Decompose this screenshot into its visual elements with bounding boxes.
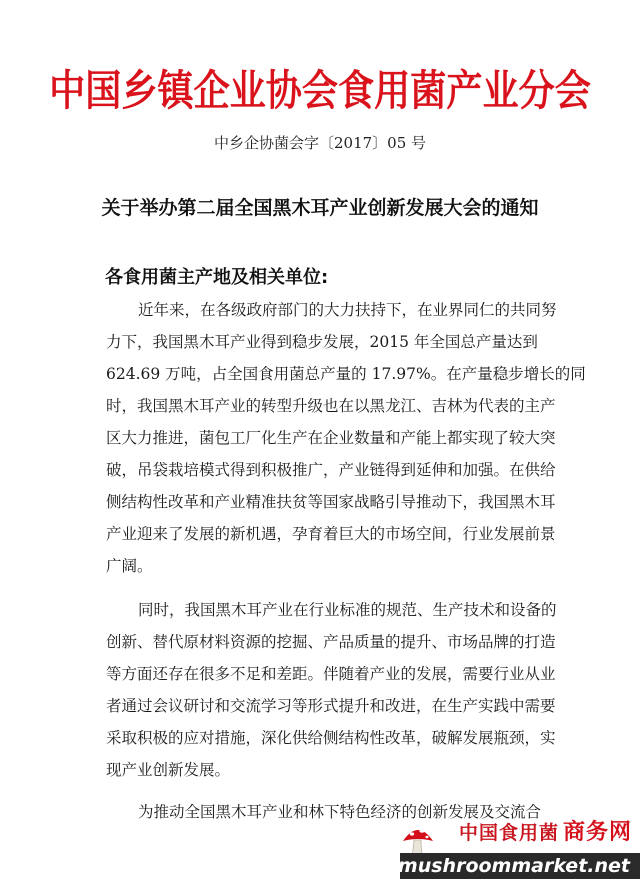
watermark-cn-text: 中国食用菌 商务网: [458, 820, 632, 845]
body-line: 力下，我国黑木耳产业得到稳步发展，2015 年全国总产量达到: [106, 333, 538, 351]
body-line: 为推动全国黑木耳产业和林下特色经济的创新发展及交流合: [138, 803, 542, 821]
body-line: 现产业创新发展。: [106, 761, 231, 779]
body-line: 时，我国黑木耳产业的转型升级也在以黑龙江、吉林为代表的主产: [106, 397, 556, 415]
body-line: 624.69 万吨，占全国食用菌总产量的 17.97%。在产量稳步增长的同: [106, 365, 586, 383]
body-line: 破，吊袋栽培模式得到积极推广，产业链得到延伸和加强。在供给: [106, 461, 556, 479]
body-line: 侧结构性改革和产业精准扶贫等国家战略引导推动下，我国黑木耳: [106, 493, 556, 511]
body-line: 近年来，在各级政府部门的大力扶持下，在业界同仁的共同努: [138, 301, 557, 319]
body-line: 区大力推进，菌包工厂化生产在企业数量和产能上都实现了较大突: [106, 429, 556, 447]
site-watermark: [390, 813, 640, 883]
body-line: 者通过会议研讨和交流学习等形式提升和改进，在生产实践中需要: [106, 697, 556, 715]
body-line: 产业迎来了发展的新机遇，孕育着巨大的市场空间，行业发展前景: [106, 525, 556, 543]
body-line: 创新、替代原材料资源的挖掘、产品质量的提升、市场品牌的打造: [106, 633, 556, 651]
document-number: 中乡企协菌会字〔2017〕05 号: [213, 134, 427, 152]
body-line: 等方面还存在很多不足和差距。伴随着产业的发展，需要行业从业: [106, 665, 556, 683]
salutation: 各食用菌主产地及相关单位:: [105, 267, 329, 288]
body-line: 广阔。: [106, 557, 153, 575]
org-title: 中国乡镇企业协会食用菌产业分会: [49, 66, 591, 115]
body-line: 同时，我国黑木耳产业在行业标准的规范、生产技术和设备的: [138, 601, 557, 619]
body-line: 采取积极的应对措施，深化供给侧结构性改革，破解发展瓶颈，实: [106, 729, 556, 747]
notice-title: 关于举办第二届全国黑木耳产业创新发展大会的通知: [101, 197, 539, 219]
watermark-en-text: mushroommarket.net: [397, 855, 630, 877]
